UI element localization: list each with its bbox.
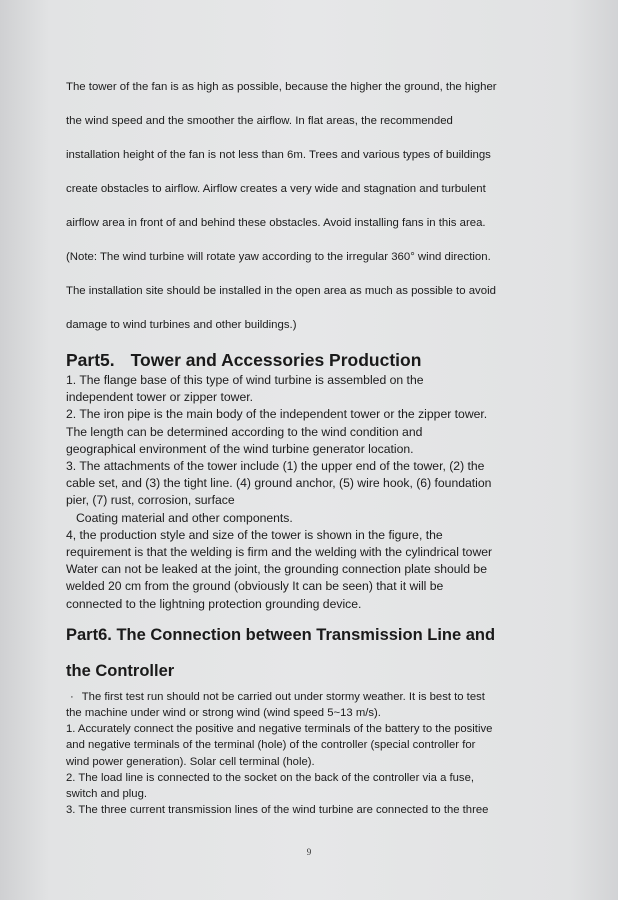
part5-line: welded 20 cm from the ground (obviously It can be seen) that it will be xyxy=(66,579,444,594)
part6-title-line2: the Controller xyxy=(66,661,175,680)
intro-line: airflow area in front of and behind these obstacles. Avoid installing fans in this area. xyxy=(66,217,486,229)
part5-number: Part5. xyxy=(66,350,115,370)
part6-line: wind power generation). Solar cell terminal (hole). xyxy=(66,755,315,768)
part5-line: 3. The attachments of the tower include (1) the upper end of the tower, (2) the xyxy=(66,459,485,474)
part5-line: 1. The flange base of this type of wind turbine is assembled on the xyxy=(66,373,424,387)
part5-line: connected to the lightning protection grounding device. xyxy=(66,596,362,611)
page-number: 9 xyxy=(306,847,312,857)
part6-title-line1: Part6. The Connection between Transmission Line and xyxy=(66,625,496,644)
part5-line: The length can be determined according to the wind condition and xyxy=(66,424,423,439)
intro-line: installation height of the fan is not less than 6m. Trees and various types of buildings xyxy=(66,149,491,161)
part6-line: 2. The load line is connected to the socket on the back of the controller via a fuse, xyxy=(66,771,474,784)
part5-line: pier, (7) rust, corrosion, surface xyxy=(66,493,235,508)
intro-line: (Note: The wind turbine will rotate yaw according to the irregular 360° wind direction. xyxy=(66,251,491,263)
bullet-icon: · xyxy=(70,690,74,703)
intro-line: create obstacles to airflow. Airflow creates a very wide and stagnation and turbulent xyxy=(66,183,486,195)
part6-line: 1. Accurately connect the positive and negative terminals of the battery to the positive xyxy=(66,723,493,736)
part5-line: Coating material and other components. xyxy=(76,510,293,525)
part5-body xyxy=(66,372,528,613)
part6-line: and negative terminals of the terminal (hole) of the controller (special controller for xyxy=(66,739,476,752)
intro-line: The installation site should be installed in the open area as much as possible to avoid xyxy=(66,285,496,297)
part5-line: geographical environment of the wind turbine generator location. xyxy=(66,441,414,456)
part5-title: Tower and Accessories Production xyxy=(130,350,422,370)
part5-line: 2. The iron pipe is the main body of the independent tower or the zipper tower. xyxy=(66,407,488,422)
part5-heading xyxy=(66,348,528,372)
intro-line: damage to wind turbines and other buildings.) xyxy=(66,319,297,331)
part6-line: switch and plug. xyxy=(66,788,148,801)
part5-line: requirement is that the welding is firm and the welding with the cylindrical tower xyxy=(66,545,493,560)
part6-line: 3. The three current transmission lines of the wind turbine are connected to the three xyxy=(66,804,489,817)
part6-line: · The first test run should not be carried out under stormy weather. It is best to test xyxy=(70,690,485,703)
part5-line: independent tower or zipper tower. xyxy=(66,390,253,405)
intro-line: the wind speed and the smoother the airflow. In flat areas, the recommended xyxy=(66,115,453,127)
part6-body xyxy=(66,689,528,819)
page-content xyxy=(66,70,528,818)
part5-line: cable set, and (3) the tight line. (4) ground anchor, (5) wire hook, (6) foundation xyxy=(66,476,492,491)
intro-line: The tower of the fan is as high as possible, because the higher the ground, the higher xyxy=(66,81,497,93)
part6-line: the machine under wind or strong wind (wind speed 5~13 m/s). xyxy=(66,707,381,720)
part6-heading xyxy=(66,617,528,689)
part5-line: Water can not be leaked at the joint, the grounding connection plate should be xyxy=(66,562,487,577)
part5-line: 4, the production style and size of the tower is shown in the figure, the xyxy=(66,527,443,542)
intro-paragraph xyxy=(66,70,528,342)
